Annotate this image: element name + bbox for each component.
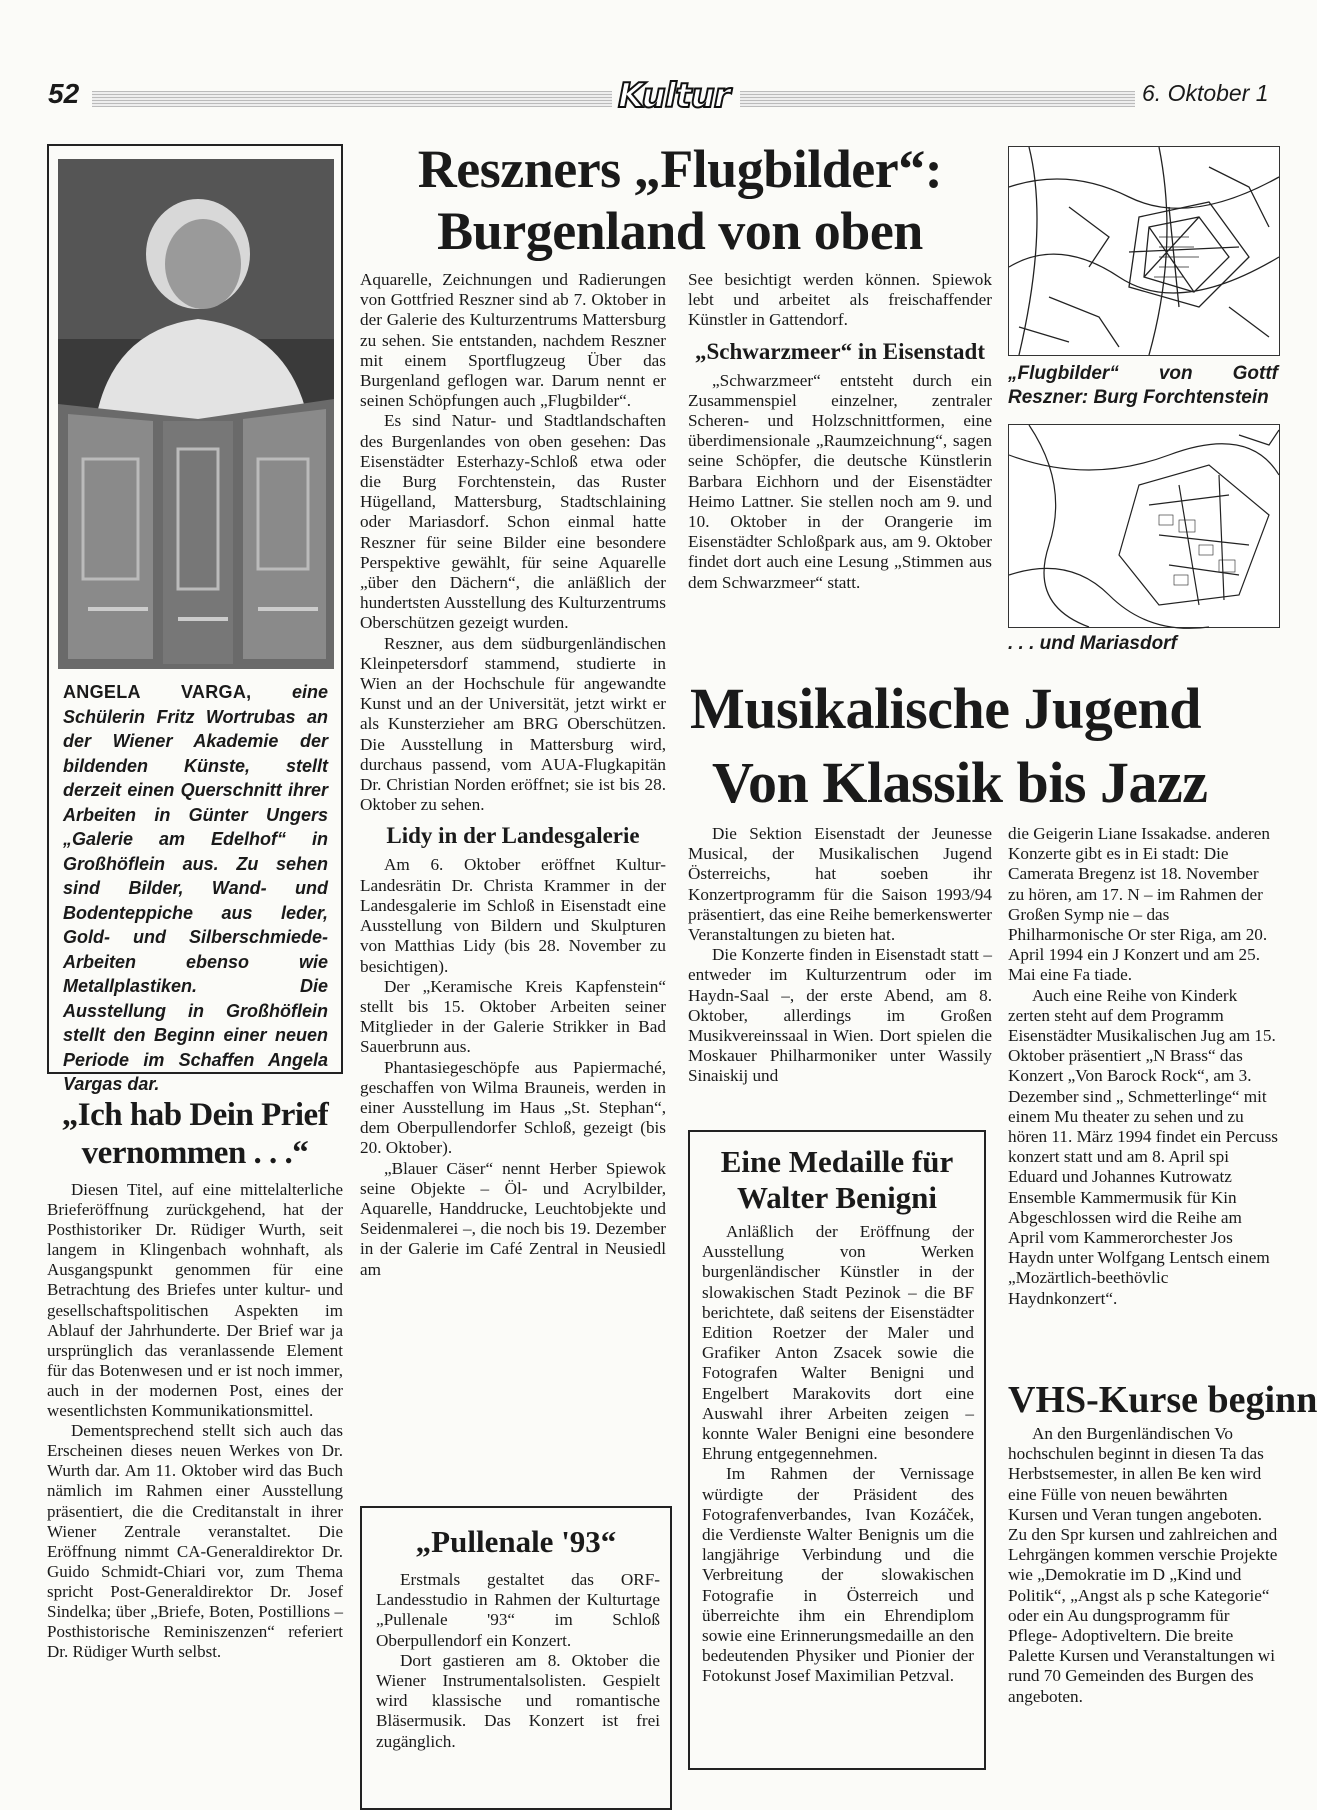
medaille-title-1: Eine Medaille für — [720, 1144, 954, 1179]
spiewok-para: See besichtigt werden können. Spiewok lebt und arbeitet als freischaffender Künstler in Gattendorf. — [688, 270, 992, 330]
page-number: 52 — [48, 78, 80, 109]
left-headline: „Ich hab Dein Prief vernommen . . .“ — [61, 1097, 329, 1171]
artist-photo — [58, 159, 334, 669]
pullenale-title: „Pullenale '93“ — [415, 1524, 617, 1559]
vhs-headline: VHS-Kurse beginn — [1008, 1379, 1317, 1421]
musik-para-2: Die Konzerte finden in Eisenstadt statt – entweder im Kulturzentrum oder im Haydn-Saal –, der erste Abend, am 8. Oktober, allerdings im Großen Musikvereinssaal in Wien. Dort spielen die Moskauer Philharmoniker unter Wassily Sinaiskij und — [688, 945, 992, 1086]
header-rule-right — [740, 91, 1135, 107]
photo-caption-box — [47, 144, 343, 1094]
musik-para-4: Auch eine Reihe von Kinderk zerten steht auf dem Programm Eisenstädter Musikalischen Jug am 15. Oktober präsentiert „N Brass“ das Konzert „Von Barock Rock“, am 3. Dezember sind „ Schmetterlinge“ mit einem Mu theater zu sehen und zu hören 11. März 1994 findet ein Percuss konzert statt und am 8. April spi Eduard und Johannes Kutrowatz Ensemble Kammermusik für Kin Abgeschlossen wird die Reihe am April vom Kammerorchester Jos Haydn unter Wolfgang Lentsch einem „Mozärtlich-beethövlic Haydnkonzert“. — [1008, 985, 1278, 1308]
medaille-box — [688, 1130, 986, 1770]
left-para-1: Diesen Titel, auf eine mittelalterliche Brieferöffnung zurückgehend, hat der Posthistoriker Dr. Rüdiger Wurth, seit langem in Klingenbach wohnhaft, als Ausgangspunkt genommen für eine Betrachtung des Briefes unter kultur- und gesellschaftspolitischen Aspekten im Ablauf der Jahrhunderte. Der Brief war ja ursprünglich das veranlassende Element für das Botenwesen und er ist noch immer, auch in der modernen Post, eines der wesentlichsten Kommunikationsmittel. — [47, 1180, 343, 1421]
caption-text: eine Schülerin Fritz Wortrubas an der Wiener Akademie der bildenden Künste, stellt derzeit einen Querschnitt ihrer Arbeiten in Günter Ungers „Galerie am Edelhof“ in Großhöflein aus. Zu sehen sind Bilder, Wand- und Bodenteppiche aus leder, Gold- und Silberschmiede-Arbeiten ebenso wie Metallplastiken. Die Ausstellung in Großhöflein stellt den Beginn einer neuen Periode im Schaffen Angela Vargas dar. — [63, 682, 328, 1094]
schwarzmeer-subheadline: „Schwarzmeer“ in Eisenstadt — [694, 338, 986, 364]
musik-column-2 — [1008, 824, 1278, 1309]
pullenale-para-2: Dort gastieren am 8. Oktober die Wiener Instrumentalsolisten. Gespielt wird klassische und romantische Bläsermusik. Das Konzert ist frei zugänglich. — [376, 1650, 660, 1751]
main-column-2 — [688, 270, 992, 593]
caption1-part-b: von — [1158, 363, 1193, 384]
musik-column-1 — [688, 824, 992, 1087]
caption1-part-d: Reszner: Burg Forchtenstein — [1008, 387, 1269, 408]
lidy-para-3: Phantasiegeschöpfe aus Papiermaché, geschaffen von Wilma Brauneis, werden in einer Ausstellung im Haus „St. Stephan“, dem Oberpullendorfer Schloß, gezeigt (bis 20. Oktober). — [360, 1057, 666, 1158]
musik-headline-2: Von Klassik bis Jazz — [712, 750, 1208, 815]
musik-para-3: die Geigerin Liane Issakadse. anderen Konzerte gibt es in Ei stadt: Die Camerata Bregenz ist 18. November zu hören, am 17. N – im Rahmen der Großen Symp nie – das Philharmonische Or ster Riga, am 20. April 1994 ein J Konzert und am 25. Mai eine Fa tiade. — [1008, 824, 1270, 985]
reszner-para-2: Es sind Natur- und Stadtlandschaften des Burgenlandes von oben gesehen: Das Eisenstädter Esterhazy-Schloß etwa oder die Burg Forchtenstein, das Ruster Hügelland, Mattersburg, Stadtschlaining oder Mariasdorf. Schon einmal hatte Reszner für seine Bilder eine besondere Perspektive gewählt, für seine Aquarelle „über den Dächern“, die anläßlich der hundertsten Ausstellung des Kulturzentrums Oberschützen gezeigt wurden. — [360, 411, 666, 633]
medaille-para-1: Anläßlich der Eröffnung der Ausstellung von Werken burgenländischer Künstler in der slowakischen Stadt Pezinok – die BF berichtete, daß seitens der Eisenstädter Edition Roetzer der Maler und Grafiker Anton Zsacek sowie die Fotografen Walter Benigni und Engelbert Marakovits dort eine Auswahl ihrer Arbeiten zeigen – konnte Waler Benigni eine besondere Ehrung entgegennehmen. — [702, 1222, 974, 1464]
sketch-caption-1 — [1008, 362, 1278, 410]
reszner-para-1: Aquarelle, Zeichnungen und Radierungen von Gottfried Reszner sind ab 7. Oktober in der Galerie des Kulturzentrums Mattersburg zu sehen. Sie entstanden, nachdem Reszner mit einem Sportflugzeug Über das Burgenland geflogen war. Darum nennt er seinen Schöpfungen auch „Flugbilder“. — [360, 270, 666, 411]
medaille-text — [702, 1222, 974, 1687]
medaille-para-2: Im Rahmen der Vernissage würdigte der Präsident des Fotografenverbandes, Ivan Kozáček, die Verdienste Walter Benignis um die langjährige Verbindung und die Verbreitung der slowakischen Fotografie in Österreich und überreichte ihm ein Ehrendiplom sowie eine Erinnerungsmedaille an den bedeutenden Physiker und Pionier der Fotokunst Josef Maximilian Petzval. — [702, 1464, 974, 1686]
reszner-para-3: Reszner, aus dem südburgenländischen Kleinpetersdorf stammend, studierte in Wien an der Hochschule für angewandte Kunst und an der Universität, jetzt wirkt er als Kunsterzieher am BRG Oberschützen. Die Ausstellung in Mattersburg wird, durchaus passend, vom AUA-Flugkapitän Dr. Christian Norden eröffnet; sie ist bis 28. Oktober zu sehen. — [360, 633, 666, 815]
main-headline-1: Reszners „Flugbilder“: — [417, 139, 943, 199]
sketch-caption-2: . . . und Mariasdorf — [1008, 633, 1177, 654]
medaille-title-2: Walter Benigni — [736, 1180, 938, 1215]
schwarzmeer-para: „Schwarzmeer“ entsteht durch ein Zusammenspiel einzelner, zentraler Scheren- und Holzschnittformen, eine überdimensionale „Raumzeichnung“, sagen seine Schöpfer, die deutsche Künstlerin Barbara Eichhorn und der Eisenstädter Heimo Lattner. Sie stellen noch am 9. und 10. Oktober in der Orangerie im Eisenstädter Schloßpark aus, am 9. Oktober findet dort auch eine Lesung „Stimmen aus dem Schwarzmeer“ statt. — [688, 370, 992, 592]
lidy-para-4: „Blauer Cäser“ nennt Herber Spiewok seine Objekte – Öl- und Acrylbilder, Aquarelle, Handdrucke, Leuchtobjekte und Seidenmalerei –, die noch bis 19. Dezember in der Galerie im Café Zentral in Neusiedl am — [360, 1158, 666, 1279]
main-headline-2: Burgenland von oben — [437, 201, 923, 261]
pullenale-text — [376, 1570, 660, 1752]
lidy-para-1: Am 6. Oktober eröffnet Kultur-Landesrätin Dr. Christa Krammer in der Landesgalerie im Schloß in Eisenstadt eine Ausstellung von Bildern und Skulpturen von Matthias Lidy (bis 28. November zu besichtigen). — [360, 855, 666, 976]
pullenale-box — [360, 1506, 672, 1810]
musik-headline-1: Musikalische Jugend — [690, 676, 1201, 741]
caption1-part-a: „Flugbilder“ — [1008, 363, 1119, 384]
left-para-2: Dementsprechend stellt sich auch das Erscheinen dieses neuen Werkes von Dr. Wurth dar. Am 11. Oktober wird das Buch nämlich im Rahmen einer Ausstellung präsentiert, die die Creditanstalt in ihrer Wiener Zentrale veranstaltet. Die Eröffnung nimmt CA-Generaldirektor Dr. Guido Schmidt-Chiari vor, zum Thema spricht Post-Generaldirektor Dr. Josef Sindelka; über „Briefe, Boten, Postillions – Posthistorische Reminiszenzen“ referiert Dr. Rüdiger Wurth selbst. — [47, 1421, 343, 1662]
left-article — [47, 1180, 343, 1662]
vhs-column — [1008, 1424, 1278, 1707]
issue-date: 6. Oktober 1 — [1142, 80, 1269, 106]
header-rule-left — [92, 91, 612, 107]
musik-para-1: Die Sektion Eisenstadt der Jeunesse Musical, der Musikalischen Jugend Österreichs, hat soeben ihr Konzertprogramm für die Saison 1993/94 präsentiert, das eine Reihe bemerkenswerter Veranstaltungen zu bieten hat. — [688, 824, 992, 945]
sketch-burg-forchtenstein — [1008, 146, 1280, 356]
photo-caption — [63, 680, 328, 1097]
section-logo: Kultur — [618, 76, 730, 116]
lidy-para-2: Der „Keramische Kreis Kapfenstein“ stellt bis 15. Oktober Arbeiten seiner Mitglieder in der Galerie Strikker in Bad Sauerbrunn aus. — [360, 976, 666, 1057]
main-column-1 — [360, 270, 666, 1280]
pullenale-para-1: Erstmals gestaltet das ORF-Landesstudio in Rahmen der Kulturtage „Pullenale '93“ im Schloß Oberpullendorf ein Konzert. — [376, 1570, 660, 1650]
caption1-part-c: Gottf — [1232, 363, 1278, 384]
caption-name: ANGELA VARGA, — [63, 682, 252, 702]
sketch-mariasdorf — [1008, 424, 1280, 628]
lidy-subheadline: Lidy in der Landesgalerie — [386, 823, 640, 849]
vhs-para-1: An den Burgenländischen Vo hochschulen beginnt in diesen Ta das Herbstsemester, in allen Be ken wird eine Fülle von neuen bewährten Kursen und Veran tungen angeboten. Zu den Spr kursen und zahlreichen and Lehrgängen kommen verschie Projekte wie „Demokratie im D „Kind und Politik“, „Angst als p sche Kategorie“ oder ein Au dungsprogramm für Pflege- Adoptiveltern. Die breite Palette Kursen und Veranstaltungen wi rund 70 Gemeinden des Burgen des angeboten. — [1008, 1424, 1278, 1706]
